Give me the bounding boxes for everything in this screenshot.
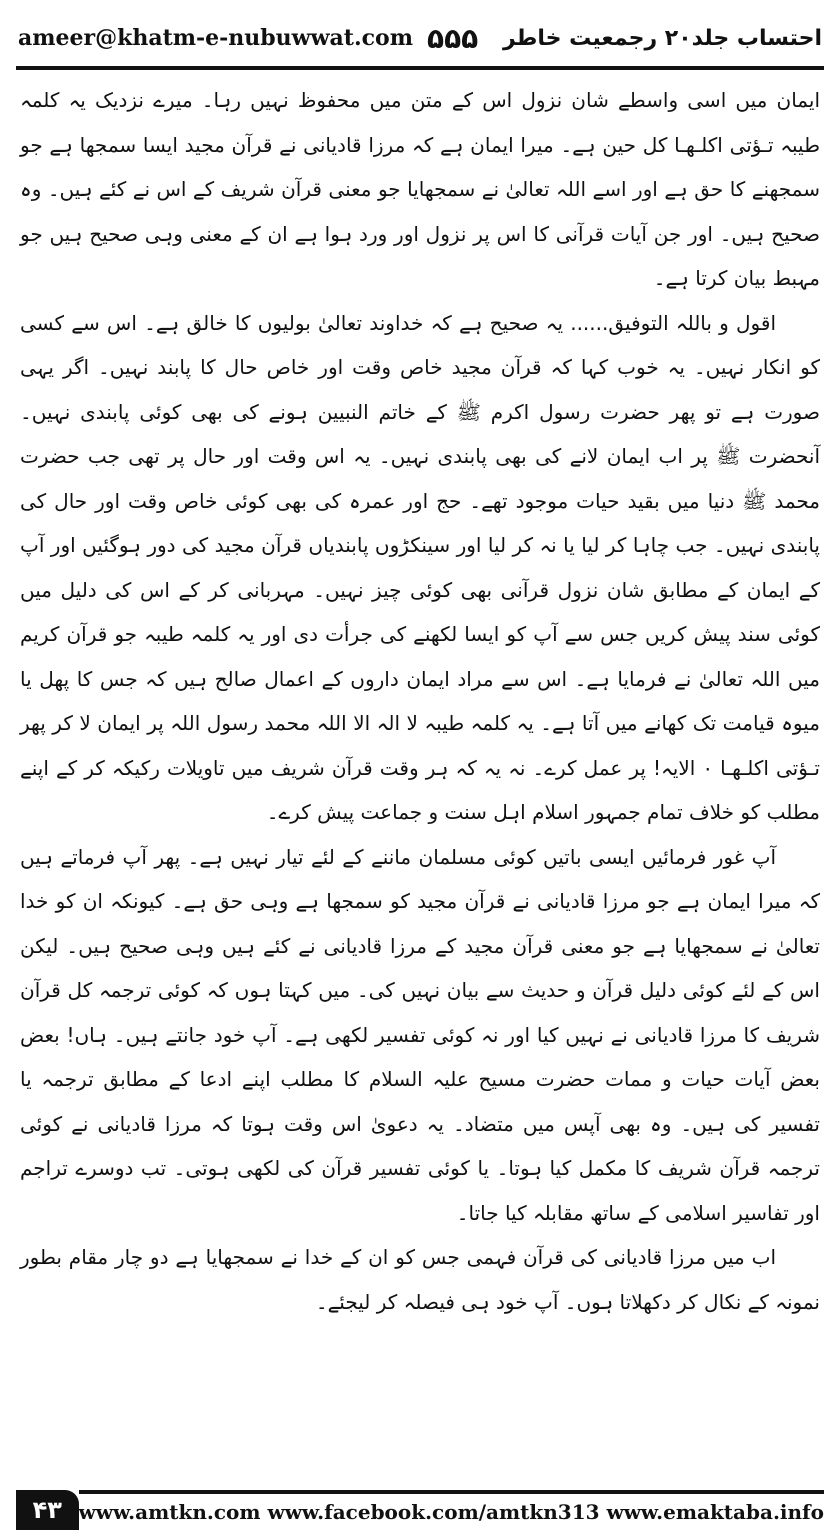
header-page-number: ۵۵۵ [426,21,479,55]
paragraph-3: آپ غور فرمائیں ایسی باتیں کوئی مسلمان ماننے کے لئے تیار نہیں ہے۔ پھر آپ فرماتے ہیں کہ میرا ایمان ہے جو مرزا قادیانی نے قرآن مجید کو سمجھا ہے وہی حق ہے۔ کیونکہ ان کو خدا تعالیٰ نے سمجھایا ہے جو معنی قرآن مجید کے مرزا قادیانی نے کئے ہیں وہی صحیح ہیں۔ لیکن اس کے لئے کوئی دلیل قرآن و حدیث سے بیان نہیں کی۔ میں کہتا ہوں کہ کوئی ترجمہ کل قرآن شریف کا مرزا قادیانی نے نہیں کیا اور نہ کوئی تفسیر لکھی ہے۔ آپ خود جانتے ہیں۔ ہاں! بعض بعض آیات حیات و ممات حضرت مسیح علیہ السلام کا مطلب اپنے ادعا کے مطابق ترجمہ یا تفسیر کی ہیں۔ وہ بھی آپس میں متضاد۔ یہ دعویٰ اس وقت ہوتا کہ مرزا قادیانی نے کوئی ترجمہ قرآن شریف کا مکمل کیا ہوتا۔ یا کوئی تفسیر قرآن کی لکھی ہوتی۔ تب دوسرے تراجم اور تفاسیر اسلامی کے ساتھ مقابلہ کیا جاتا۔ [20,844,820,1225]
header-divider [16,66,824,70]
footer-links: www.amtkn.com www.facebook.com/amtkn313 www.emaktaba.info [79,1490,824,1530]
body-text [20,78,820,1324]
page-header [18,12,822,64]
header-email: ameer@khatm-e-nubuwwat.com [18,25,413,51]
header-left [18,22,478,55]
footer-page-number: ۴۳ [16,1490,79,1530]
page-footer [16,1490,824,1530]
paragraph-4: اب میں مرزا قادیانی کی قرآن فہمی جس کو ان کے خدا نے سمجھایا ہے دو چار مقام بطور نمونہ کے نکال کر دکھلاتا ہوں۔ آپ خود ہی فیصلہ کر لیجئے۔ [20,1245,820,1314]
header-book-title: احتساب جلد۲۰ رجمعیت خاطر [502,25,822,51]
paragraph-1: ایمان میں اسی واسطے شان نزول اس کے متن میں محفوظ نہیں رہا۔ میرے نزدیک یہ کلمہ طیبہ تـؤتی اکلـهـا کل حین ہے۔ میرا ایمان ہے کہ مرزا قادیانی نے قرآن مجید ایسا سمجھا ہے جو سمجھنے کا حق ہے اور اسے اللہ تعالیٰ نے سمجھایا جو معنی قرآن شریف کے اس نے کئے ہیں۔ وہ صحیح ہیں۔ اور جن آیات قرآنی کا اس پر نزول اور ورد ہوا ہے ان کے معنی وہی صحیح ہیں جو مہبط بیان کرتا ہے۔ [20,88,820,290]
paragraph-2: اقول و باللہ التوفیق...... یہ صحیح ہے کہ خداوند تعالیٰ بولیوں کا خالق ہے۔ اس سے کسی کو انکار نہیں۔ یہ خوب کہا کہ قرآن مجید خاص وقت اور خاص حال کا پابند نہیں۔ اگر یہی صورت ہے تو پھر حضرت رسول اکرم ﷺ کے خاتم النبیین ہونے کی بھی کوئی پابندی نہیں۔ آنحضرت ﷺ پر اب ایمان لانے کی بھی پابندی نہیں۔ یہ اس وقت اور حال پر تھی جب حضرت محمد ﷺ دنیا میں بقید حیات موجود تھے۔ حج اور عمرہ کی بھی کوئی خاص وقت اور حال کی پابندی نہیں۔ جب چاہا کر لیا یا نہ کر لیا اور سینکڑوں پابندیاں قرآن مجید کی دور ہوگئیں اور آپ کے ایمان کے مطابق شان نزول قرآنی بھی کوئی چیز نہیں۔ مہربانی کر کے اس کی دلیل میں کوئی سند پیش کریں جس سے آپ کو ایسا لکھنے کی جرأت دی اور یہ کلمہ طیبہ جو قرآن کریم میں اللہ تعالیٰ نے فرمایا ہے۔ اس سے مراد ایمان داروں کے اعمال صالح ہیں کہ جس کا پھل یا میوہ قیامت تک کھانے میں آتا ہے۔ یہ کلمہ طیبہ لا الہ الا اللہ محمد رسول اللہ پر ایمان لا کر پھر تـؤتی اکلـهـا ۰ الایہ! پر عمل کرے۔ نہ یہ کہ ہر وقت قرآن شریف میں تاویلات رکیکہ کر کے اپنے مطلب کو خلاف تمام جمہور اسلام اہل سنت و جماعت پیش کرے۔ [20,310,821,824]
